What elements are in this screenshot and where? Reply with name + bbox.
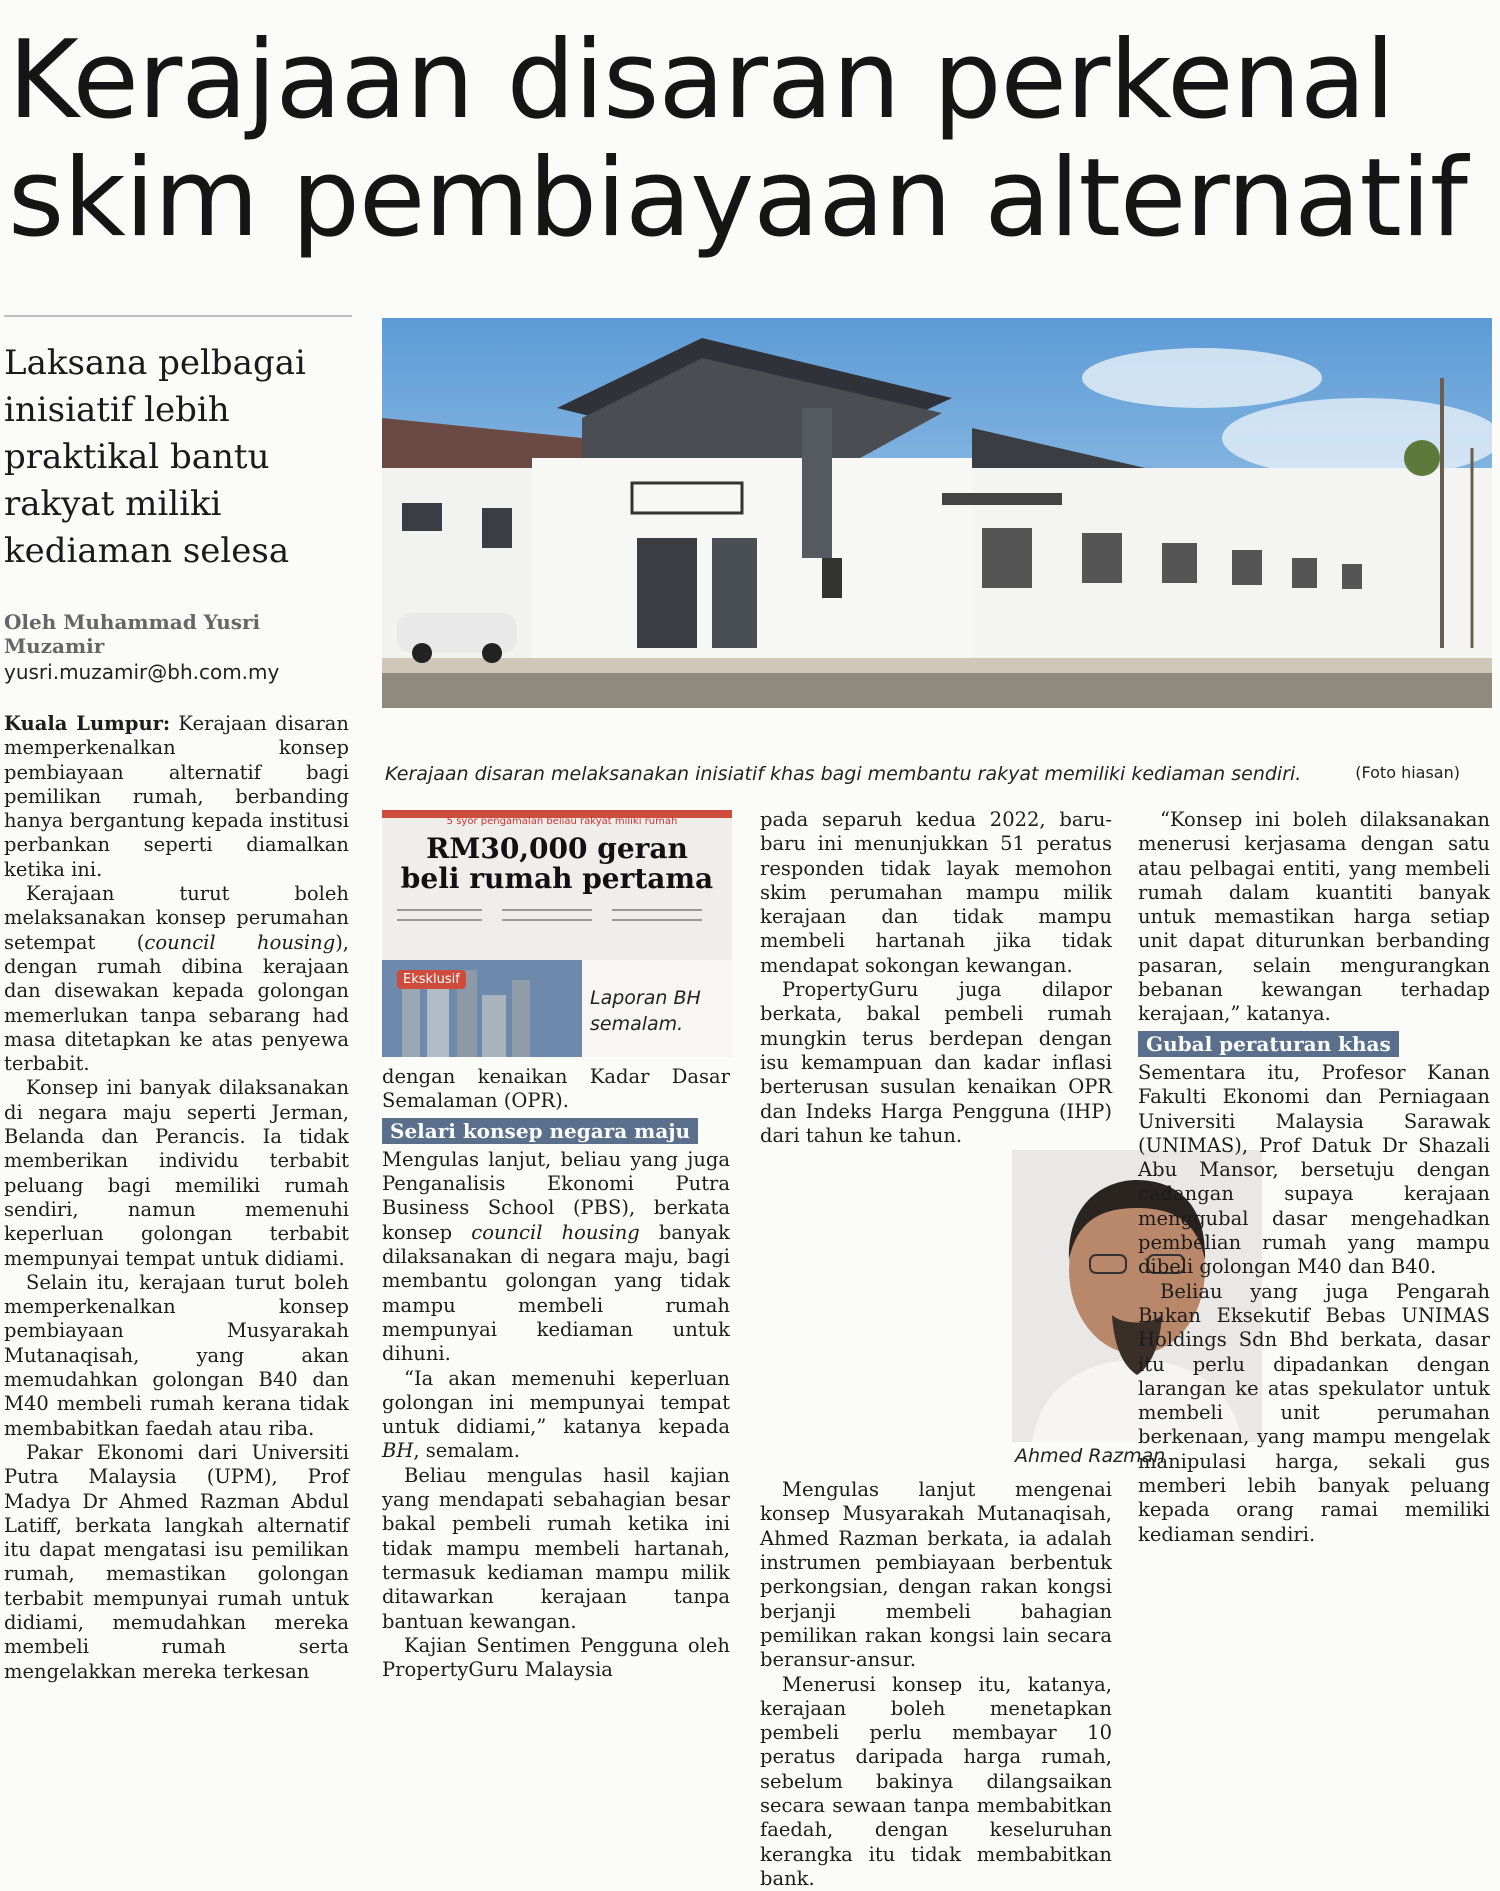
paragraph: Sementara itu, Profesor Kanan Fakulti Ekonomi dan Perniagaan Universiti Malaysia Sarawak (UNIMAS), Prof Datuk Dr Shazali Abu Mansor, bersetuju dengan cadangan supaya kerajaan menggubal dasar mengehadkan pembelian rumah yang mampu dibeli golongan M40 dan B40. [1138,1060,1490,1279]
emphasis: council housing [144,930,336,954]
paragraph: Konsep ini banyak dilaksanakan di negara maju seperti Jerman, Belanda dan Perancis. Ia tidak memberikan individu terbabit peluang bagi memiliki rumah sendiri, namun memenuhi keperluan golongan terbabit mempunyai tempat untuk didiami. [4,1076,349,1270]
paragraph [4,712,349,882]
paragraph-text: Kerajaan disaran memperkenalkan konsep pembiayaan alternatif bagi pemilikan rumah, berbanding hanya bergantung kepada institusi perbankan seperti diamalkan ketika ini. [4,712,349,881]
emphasis: council housing [471,1220,640,1244]
paragraph: Kajian Sentimen Pengguna oleh PropertyGuru Malaysia [382,1633,730,1682]
column-4 [1138,808,1490,1547]
paragraph: PropertyGuru juga dilapor berkata, bakal pembeli rumah mungkin terus berdepan dengan isu kemampuan dan kadar inflasi berterusan susulan kenaikan OPR dan Indeks Harga Pengguna (IHP) dari tahun ke tahun. [760,978,1112,1147]
paragraph: Beliau mengulas hasil kajian yang mendapati sebahagian besar bakal pembeli rumah ketika ini tidak mampu membeli hartanah, termasuk kediaman mampu milik ditawarkan kerajaan tanpa bantuan kewangan. [382,1463,730,1633]
paragraph: “Konsep ini boleh dilaksanakan menerusi kerjasama dengan satu atau pelbagai entiti, yang membeli rumah dalam kuantiti banyak untuk memastikan harga setiap unit dapat diturunkan berbanding pasaran, selain mengurangkan bebanan kewangan terhadap kerajaan,” katanya. [1138,808,1490,1026]
house-photo [382,318,1492,708]
paragraph-text: Kerajaan turut boleh melaksanakan konsep perumahan setempat ( [4,882,349,954]
column-1 [4,712,349,1684]
byline: Oleh Muhammad Yusri Muzamir [4,610,261,658]
paragraph: Mengulas lanjut mengenai konsep Musyarakah Mutanaqisah, Ahmed Razman berkata, ia adalah instrumen pembiayaan berbentuk perkongsian, dengan rakan kongsi berjanji membeli bahagian pemilikan rakan kongsi lain secara beransur-ansur. [760,1478,1112,1672]
photo-credit: (Foto hiasan) [1355,763,1460,782]
subhead-selari: Selari konsep negara maju [382,1118,698,1144]
paragraph-text: Mengulas lanjut, beliau yang juga Penganalisis Ekonomi Putra Business School (PBS), berkata konsep [382,1147,730,1244]
portrait-caption: Ahmed Razman [1015,1445,1166,1467]
deck: Laksana pelbagai inisiatif lebih praktikal bantu rakyat miliki kediaman selesa [4,343,306,571]
paragraph-text: , semalam. [413,1439,520,1463]
clip-badge: Eksklusif [397,970,466,989]
clip-kicker: 5 syor pengamalan beliau rakyat miliki rumah [446,816,678,827]
headline: Kerajaan disaran perkenal skim pembiayaan alternatif [8,18,1467,261]
photo-caption [385,763,1480,785]
paragraph: Menerusi konsep itu, katanya, kerajaan boleh menetapkan pembeli perlu membayar 10 peratus daripada harga rumah, sebelum bakinya dilangsaikan secara sewaan tanpa membabitkan faedah, dengan keseluruhan kerangka itu tidak membabitkan bank. [760,1672,1112,1890]
deck-rule [4,315,352,317]
paragraph-text: “Ia akan memenuhi keperluan golongan ini mempunyai tempat untuk didiami,” katanya kepada [382,1366,730,1439]
dateline: Kuala Lumpur: [4,712,171,735]
paragraph: pada separuh kedua 2022, baru-baru ini menunjukkan 51 peratus responden tidak layak memohon skim perumahan mampu milik kerajaan dan tidak mampu membeli hartanah jika tidak mendapat sokongan kewangan. [760,808,1112,977]
paragraph [382,1367,730,1464]
caption-text: Kerajaan disaran melaksanakan inisiatif khas bagi membantu rakyat memiliki kediaman sendiri. [385,763,1302,785]
paragraph: dengan kenaikan Kadar Dasar Semalaman (OPR). [382,1065,730,1113]
clip-caption: Laporan BH semalam. [590,987,701,1035]
paragraph-text: banyak dilaksanakan di negara maju, bagi membantu golongan yang tidak mampu membeli rumah mempunyai kediaman untuk dihuni. [382,1220,730,1366]
subhead-gubal: Gubal peraturan khas [1138,1031,1399,1057]
paragraph: Pakar Ekonomi dari Universiti Putra Malaysia (UPM), Prof Madya Dr Ahmed Razman Abdul Latiff, berkata langkah alternatif itu dapat mengatasi isu pemilikan rumah, memastikan golongan terbabit mempunyai rumah untuk didiami, memudahkan mereka membeli rumah serta mengelakkan mereka terkesan [4,1440,349,1683]
clip-headline: RM30,000 geran beli rumah pertama [400,832,714,895]
paragraph: Beliau yang juga Pengarah Bukan Eksekutif Bebas UNIMAS Holdings Sdn Bhd berkata, dasar itu perlu dipadankan dengan larangan ke atas spekulator untuk membeli unit perumahan berkenaan, yang mampu mengelak manipulasi harga, sekali gus memberi lebih banyak peluang kepada orang ramai memiliki kediaman sendiri. [1138,1279,1490,1546]
author-email[interactable]: yusri.muzamir@bh.com.my [4,660,280,684]
emphasis: BH [382,1439,414,1463]
paragraph [4,882,349,1076]
paragraph-text: ), dengan rumah dibina kerajaan dan disewakan kepada golongan memerlukan tanpa sebarang had masa ditetapkan ke atas penyewa terbabit. [4,930,349,1076]
paragraph: Selain itu, kerajaan turut boleh memperkenalkan konsep pembiayaan Musyarakah Mutanaqisah, yang akan memudahkan golongan B40 dan M40 membeli rumah kerana tidak membabitkan faedah atau riba. [4,1270,349,1440]
column-2 [382,1065,730,1682]
paragraph [382,1148,730,1367]
